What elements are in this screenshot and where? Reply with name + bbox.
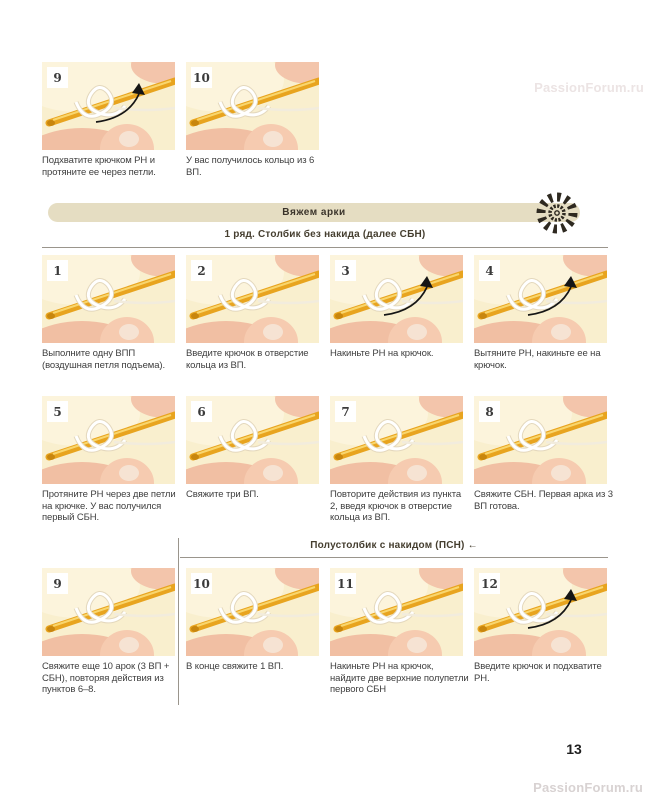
step-number-badge: 11 xyxy=(335,573,356,594)
step-card xyxy=(474,255,607,391)
section-band xyxy=(48,203,580,222)
psn-steps-row xyxy=(186,568,607,704)
step-card xyxy=(186,568,319,704)
step-number-badge: 6 xyxy=(191,401,212,422)
step-card xyxy=(42,396,175,532)
step-card xyxy=(474,396,613,532)
step-caption: Вытяните РН, накиньте ее на крючок. xyxy=(474,348,601,371)
step-number-badge: 4 xyxy=(479,260,500,281)
step-photo xyxy=(186,568,319,656)
step-number-badge: 9 xyxy=(47,67,68,88)
step-caption: Протяните РН через две петли на крючке. У вас получился первый СБН. xyxy=(42,489,176,523)
step-photo xyxy=(42,255,175,343)
step-card xyxy=(186,255,319,391)
step-caption: Повторите действия из пункта 2, введя крючок в отверстие кольца из ВП. xyxy=(330,489,462,523)
step-card xyxy=(186,62,319,198)
step-number-badge: 10 xyxy=(191,573,212,594)
step-caption: Введите крючок и подхватите РН. xyxy=(474,661,602,684)
step-card xyxy=(330,255,463,391)
step-number-badge: 10 xyxy=(191,67,212,88)
continuation-step-slot xyxy=(42,568,175,704)
watermark-top: PassionForum.ru xyxy=(534,80,644,95)
watermark-bottom: PassionForum.ru xyxy=(533,780,643,795)
step-photo xyxy=(474,568,607,656)
step-photo xyxy=(330,396,463,484)
step-caption: Свяжите СБН. Первая арка из 3 ВП готова. xyxy=(474,489,613,512)
step-photo xyxy=(330,568,463,656)
step-number-badge: 1 xyxy=(47,260,68,281)
step-photo xyxy=(42,62,175,150)
step-caption: Свяжите еще 10 арок (3 ВП + СБН), повторяя действия из пунктов 6–8. xyxy=(42,661,170,695)
step-card xyxy=(186,396,319,532)
step-photo xyxy=(330,255,463,343)
psn-title-text: Полустолбик с накидом (ПСН) xyxy=(310,540,465,551)
step-number-badge: 8 xyxy=(479,401,500,422)
step-caption: Накиньте РН на крючок, найдите две верхние полупетли первого СБН xyxy=(330,661,469,695)
step-card xyxy=(474,568,607,704)
psn-section-rule xyxy=(180,557,608,558)
step-caption: У вас получилось кольцо из 6 ВП. xyxy=(186,155,315,178)
step-caption: В конце свяжите 1 ВП. xyxy=(186,661,284,672)
sbn-section-rule xyxy=(42,247,608,248)
step-card xyxy=(42,255,175,391)
step-card xyxy=(330,396,463,532)
sbn-steps-grid xyxy=(42,255,613,532)
step-number-badge: 9 xyxy=(47,573,68,594)
step-card xyxy=(42,62,175,198)
step-number-badge: 5 xyxy=(47,401,68,422)
step-caption: Введите крючок в отверстие кольца из ВП. xyxy=(186,348,309,371)
step-number-badge: 3 xyxy=(335,260,356,281)
step-caption: Подхватите крючком РН и протяните ее через петли. xyxy=(42,155,156,178)
step-photo xyxy=(186,396,319,484)
step-photo xyxy=(42,568,175,656)
step-caption: Свяжите три ВП. xyxy=(186,489,259,500)
step-photo xyxy=(474,396,607,484)
sbn-section-title: 1 ряд. Столбик без накида (далее СБН) xyxy=(224,229,426,240)
section-band-title: Вяжем арки xyxy=(282,207,346,218)
step-card xyxy=(330,568,469,704)
step-photo xyxy=(474,255,607,343)
step-caption: Выполните одну ВПП (воздушная петля подъема). xyxy=(42,348,166,371)
step-photo xyxy=(186,62,319,150)
left-arrow-icon: ← xyxy=(467,540,478,551)
step-card xyxy=(42,568,175,704)
psn-section-title xyxy=(180,540,608,551)
step-number-badge: 12 xyxy=(479,573,500,594)
step-photo xyxy=(42,396,175,484)
step-number-badge: 7 xyxy=(335,401,356,422)
step-caption: Накиньте РН на крючок. xyxy=(330,348,434,359)
step-photo xyxy=(186,255,319,343)
page-number: 13 xyxy=(566,741,582,757)
intro-steps-row xyxy=(42,62,319,198)
step-number-badge: 2 xyxy=(191,260,212,281)
